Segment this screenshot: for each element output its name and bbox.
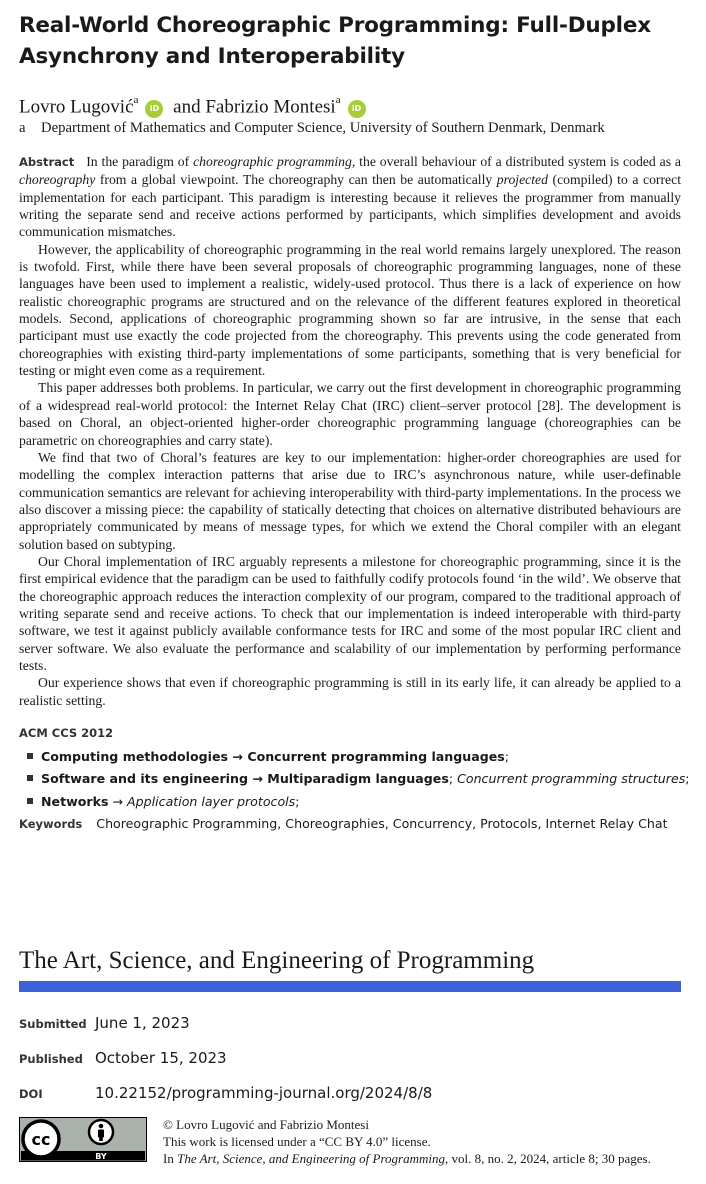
text-segment: In	[163, 1151, 178, 1166]
text-segment: In the paradigm of	[86, 154, 194, 169]
ccs-item-text	[41, 749, 509, 764]
journal-title: The Art, Science, and Engineering of Programming	[19, 947, 535, 974]
submitted-row	[19, 1014, 190, 1033]
text-segment: →	[108, 793, 128, 809]
keywords-label: Keywords	[19, 817, 83, 831]
doi-label: DOI	[19, 1087, 43, 1101]
keywords-text: Choreographic Programming, Choreographies, Concurrency, Protocols, Internet Relay Chat	[96, 816, 668, 831]
ccs-item	[27, 746, 687, 768]
text-segment: ;	[504, 749, 510, 764]
affiliation	[19, 119, 689, 137]
keywords	[19, 816, 689, 831]
submitted-label: Submitted	[19, 1017, 87, 1031]
text-segment: The Art, Science, and Engineering of Programming	[177, 1151, 446, 1166]
journal-color-bar	[19, 981, 681, 992]
abstract-paragraph: Our Choral implementation of IRC arguably represents a milestone for choreographic programming, since it is the first empirical evidence that the paradigm can be used to faithfully codify protocols found ‘in the wild’. We observe that the choreographic approach reduces the interaction complexity of our program, compared to the traditional approach of writing separate send and receive actions. To check that our implementation is indeed interoperable with third-party software, we test it against publicly available conformance tests for IRC and some of the most popular IRC client and server software. We also evaluate the performance and scalability of our implementation by performing performance tests.	[19, 553, 681, 673]
abstract	[19, 153, 681, 709]
cc-badge-text: cc	[31, 1130, 51, 1149]
license-text	[163, 1116, 693, 1167]
author-name: Fabrizio Montesi	[205, 96, 336, 118]
paper-title: Real-World Choreographic Programming: Full-Duplex Asynchrony and Interoperability	[19, 13, 651, 69]
doi-link[interactable]: 10.22152/programming-journal.org/2024/8/8	[95, 1084, 433, 1102]
author-list	[19, 88, 371, 116]
abstract-paragraph: Our experience shows that even if choreographic programming is still in its early life, it can already be applied to a realistic setting.	[19, 675, 681, 708]
text-segment: , vol. 8, no. 2, 2024, article 8; 30 pages.	[445, 1151, 651, 1166]
square-bullet-icon	[27, 798, 33, 804]
text-segment: Concurrent programming structures	[457, 771, 686, 787]
published-row	[19, 1049, 227, 1068]
published-date: October 15, 2023	[95, 1049, 227, 1067]
abstract-paragraph	[19, 153, 681, 241]
ccs-item	[27, 768, 690, 790]
by-badge-text: BY	[95, 1152, 107, 1161]
text-segment: choreography	[19, 172, 96, 188]
ccs-item	[27, 791, 687, 813]
abstract-paragraph: This paper addresses both problems. In particular, we carry out the first development in choreographic programming of a widespread real-world protocol: the Internet Relay Chat (IRC) client–server protocol [28]. The development is based on Choral, an object-oriented higher-order choreographic programming language (choreographies can be parametric on choreographies and carry state).	[19, 380, 681, 448]
text-segment: ;	[295, 793, 300, 809]
ccs-heading: ACM CCS 2012	[19, 726, 114, 740]
text-segment: choreographic programming	[193, 154, 352, 169]
abstract-paragraph-1-text	[19, 154, 681, 239]
abstract-paragraph: We find that two of Choral’s features are key to our implementation: higher-order choreographies are used for modelling the complex interaction patterns that arise due to IRC’s asynchronous nature, while user-definable communication semantics are relevant for achieving interoperability with third-party implementations. In the process we also discover a missing piece: the capability of statically detecting that choices on alternative distributed behaviours are appropriately communicated by means of message types, for which we extend the Choral compiler with an elegant solution based on subtyping.	[19, 449, 681, 552]
author-affiliation-mark: a	[335, 94, 341, 106]
published-label: Published	[19, 1052, 83, 1066]
cc-by-license-icon[interactable]	[19, 1117, 147, 1162]
text-segment: projected	[496, 172, 548, 188]
orcid-icon[interactable]: iD	[348, 100, 366, 118]
citation-line	[163, 1150, 693, 1167]
ccs-item-text	[41, 794, 299, 809]
text-segment: ;	[685, 771, 690, 787]
author-affiliation-mark: a	[133, 94, 139, 106]
text-segment: Software and its engineering → Multiparadigm languages	[41, 771, 449, 787]
affiliation-text: Department of Mathematics and Computer Science, University of Southern Denmark, Denmark	[41, 120, 605, 136]
abstract-label: Abstract	[19, 155, 75, 169]
submitted-date: June 1, 2023	[95, 1014, 190, 1032]
license-line: This work is licensed under a “CC BY 4.0” license.	[163, 1134, 431, 1149]
author-joiner: and	[173, 96, 201, 118]
text-segment: (compiled) to a correct implementation for each participant. This paradigm is interesting because it relieves the programmer from manually writing the separate send and receive actions performed by participants, which simplifies development and avoids communication mismatches.	[19, 172, 681, 240]
orcid-icon[interactable]: iD	[145, 100, 163, 118]
text-segment: Networks	[41, 793, 109, 809]
text-segment: Computing methodologies → Concurrent programming languages	[41, 749, 505, 764]
abstract-paragraph: However, the applicability of choreographic programming in the real world remains largely unexplored. The reason is twofold. First, while there have been several proposals of choreographic programming languages, none of these languages have been used to implement a realistic, widely-used protocol. Thus there is a lack of experience on how realistic choreographic programs are structured and on the relevance of the different features explored in theoretical models. Second, applications of choreographic programming shown so far are intrusive, in the sense that each participant must use exactly the code projected from the choreography. This prevents using the code generated from choreographies with existing third-party implementations of some participants, something that is very beneficial for testing or might even come as a requirement.	[19, 241, 681, 379]
ccs-list	[27, 746, 690, 813]
copyright-line: © Lovro Lugović and Fabrizio Montesi	[163, 1117, 369, 1132]
square-bullet-icon	[27, 753, 33, 759]
text-segment: from a global viewpoint. The choreography can then be automatically	[95, 172, 497, 188]
ccs-item-text	[41, 771, 690, 786]
text-segment: Application layer protocols	[127, 793, 296, 809]
author-name: Lovro Lugović	[19, 96, 134, 118]
text-segment: ;	[448, 771, 458, 787]
doi-row	[19, 1084, 432, 1103]
affiliation-mark: a	[19, 120, 26, 136]
text-segment: , the overall behaviour of a distributed system is coded as a	[351, 154, 681, 169]
square-bullet-icon	[27, 775, 33, 781]
